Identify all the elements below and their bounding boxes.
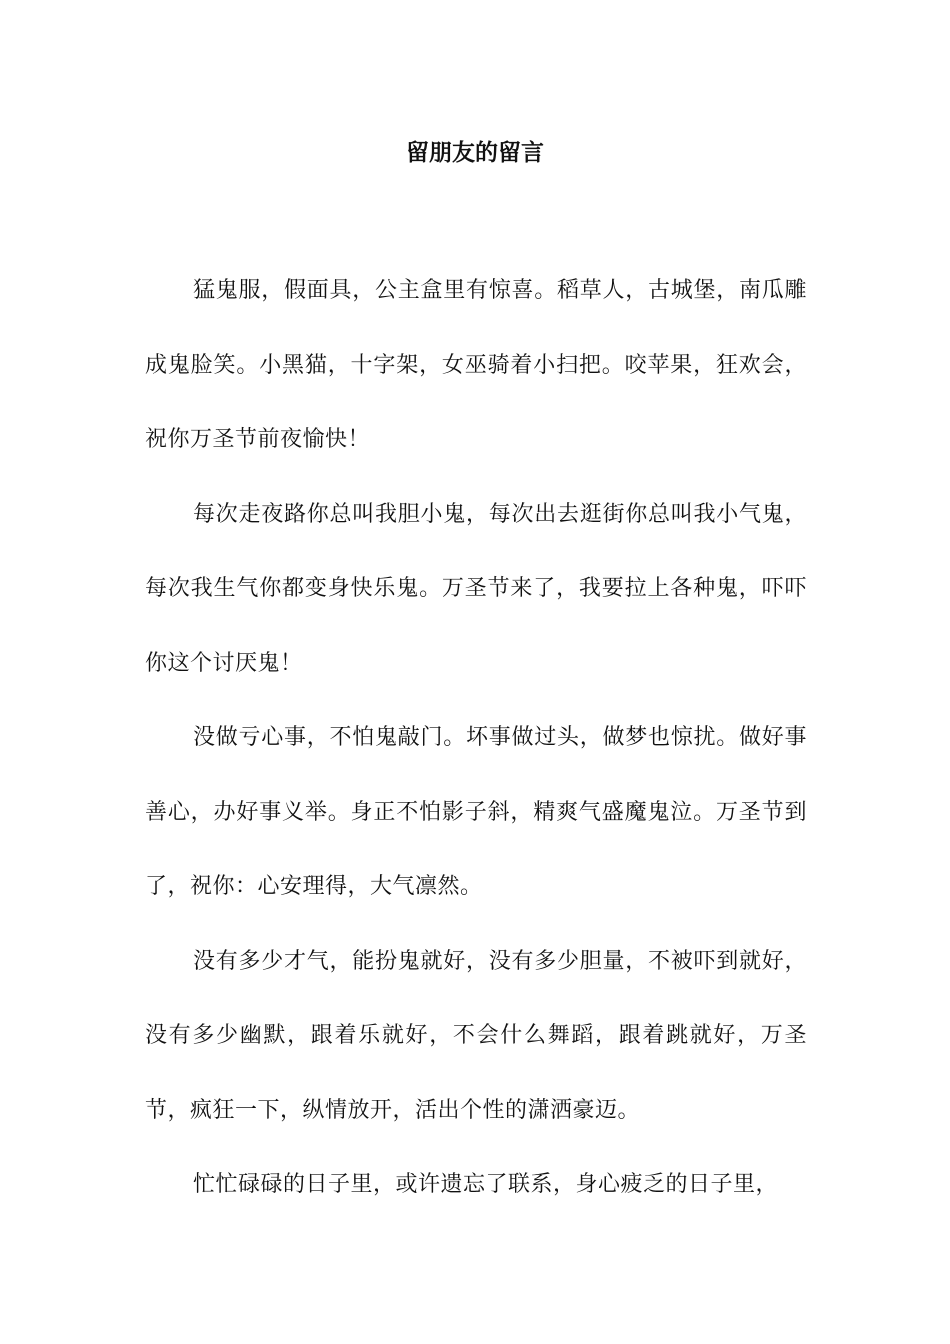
paragraph-2: 每次走夜路你总叫我胆小鬼，每次出去逛街你总叫我小气鬼，每次我生气你都变身快乐鬼。万圣节来了，我要拉上各种鬼，吓吓你这个讨厌鬼！: [145, 501, 807, 676]
paragraph-4: 没有多少才气，能扮鬼就好，没有多少胆量，不被吓到就好，没有多少幽默，跟着乐就好，不会什么舞蹈，跟着跳就好，万圣节，疯狂一下，纵情放开，活出个性的潇洒豪迈。: [145, 948, 807, 1123]
page-title: 留朋友的留言: [406, 140, 544, 166]
paragraph-1: 猛鬼服，假面具，公主盒里有惊喜。稻草人，古城堡，南瓜雕成鬼脸笑。小黑猫，十字架，女巫骑着小扫把。咬苹果，狂欢会，祝你万圣节前夜愉快！: [145, 278, 807, 452]
paragraph-5: 忙忙碌碌的日子里，或许遗忘了联系，身心疲乏的日子里，: [193, 1172, 779, 1197]
document-body: [145, 254, 807, 1223]
paragraph-3: 没做亏心事，不怕鬼敲门。坏事做过头，做梦也惊扰。做好事善心，办好事义举。身正不怕影子斜，精爽气盛魔鬼泣。万圣节到了，祝你：心安理得，大气凛然。: [145, 725, 807, 899]
